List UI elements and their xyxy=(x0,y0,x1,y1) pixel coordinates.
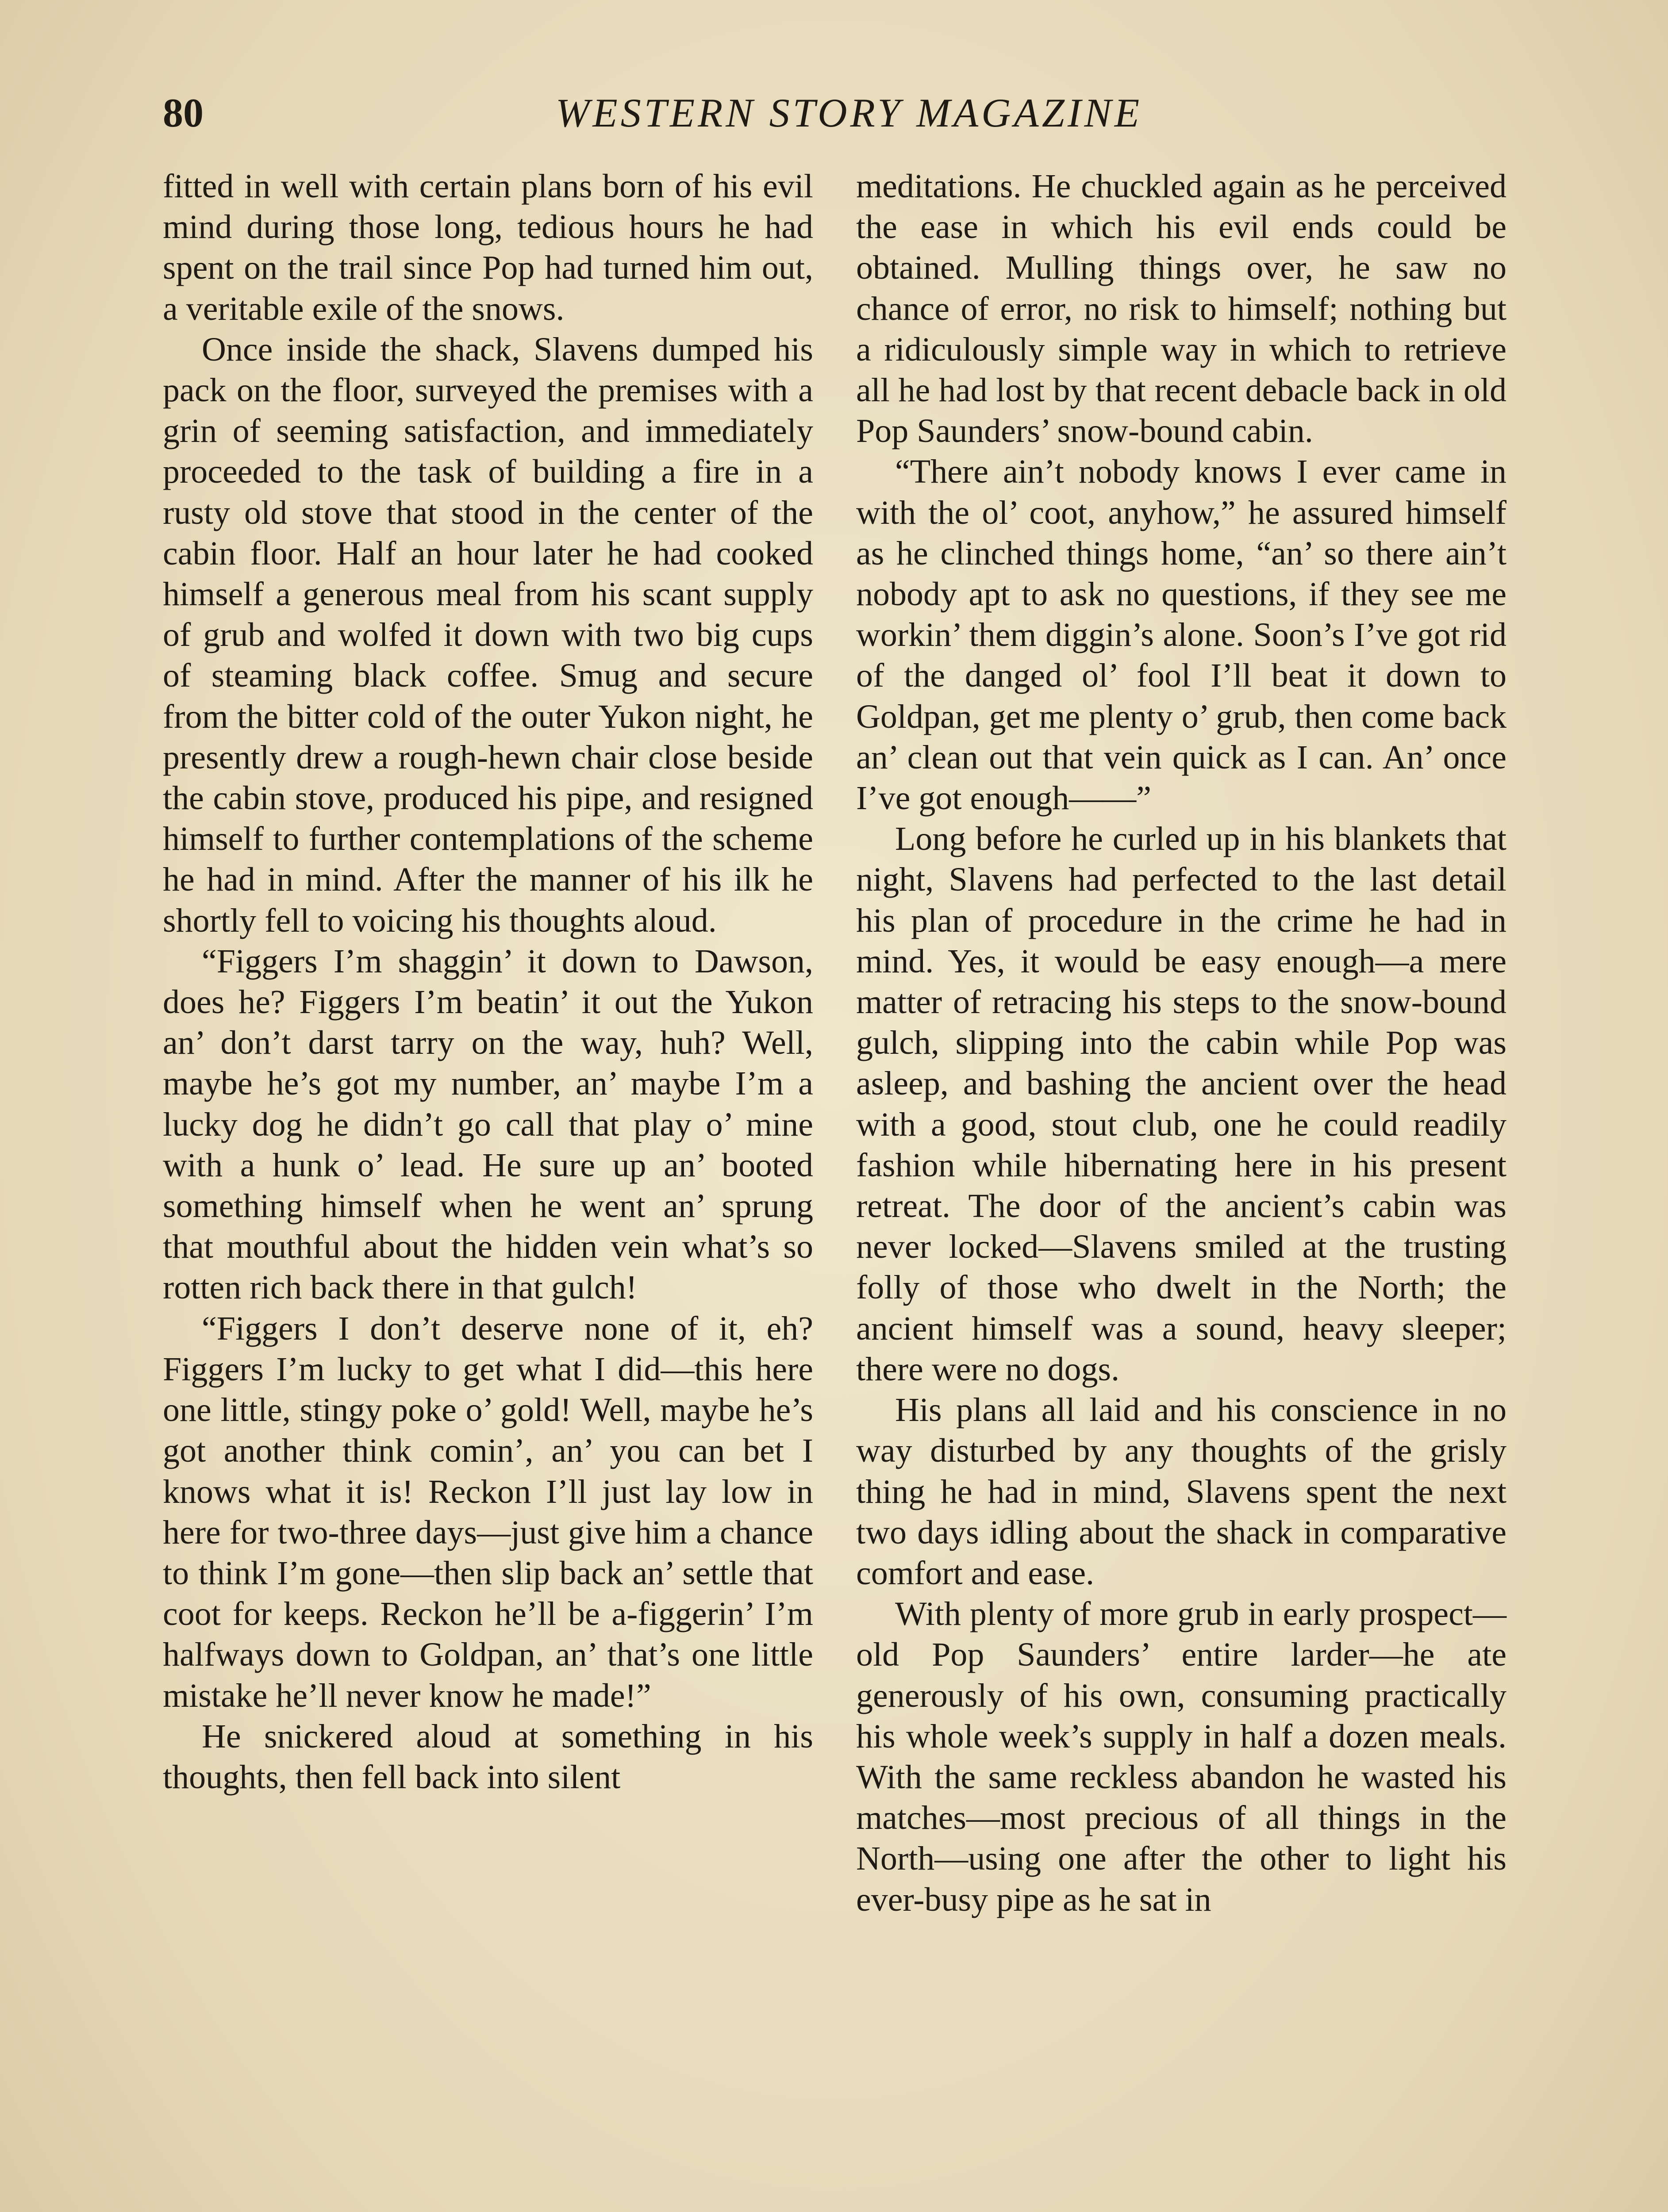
paragraph: With plenty of more grub in early prospect—old Pop Saunders’ entire larder—he ate generously of his own, consuming practically his whole week’s supply in half a dozen meals. With the same reckless abandon he wasted his matches—most precious of all things in the North—using one after the other to light his ever-busy pipe as he sat in xyxy=(856,1595,1507,1918)
running-title: WESTERN STORY MAGAZINE xyxy=(555,90,1143,135)
left-column xyxy=(163,166,813,1797)
page-header xyxy=(163,84,1504,142)
paragraph: Once inside the shack, Slavens dumped his pack on the floor, surveyed the premises with a grin of seeming satisfaction, and immediately proceeded to the task of building a fire in a rusty old stove that stood in the center of the cabin floor. Half an hour later he had cooked himself a generous meal from his scant supply of grub and wolfed it down with two big cups of steaming black coffee. Smug and secure from the bitter cold of the outer Yukon night, he presently drew a rough-hewn chair close beside the cabin stove, produced his pipe, and resigned himself to further contemplations of the scheme he had in mind. After the manner of his ilk he shortly fell to voicing his thoughts aloud. xyxy=(163,330,813,939)
paragraph: His plans all laid and his conscience in no way disturbed by any thoughts of the grisly thing he had in mind, Slavens spent the next two days idling about the shack in comparative comfort and ease. xyxy=(856,1391,1507,1592)
paragraph: Long before he curled up in his blankets that night, Slavens had perfected to the last detail his plan of procedure in the crime he had in mind. Yes, it would be easy enough—a mere matter of retracing his steps to the snow-bound gulch, slipping into the cabin while Pop was asleep, and bashing the ancient over the head with a good, stout club, one he could readily fashion while hibernating here in his present retreat. The door of the ancient’s cabin was never locked—Slavens smiled at the trusting folly of those who dwelt in the North; the ancient himself was a sound, heavy sleeper; there were no dogs. xyxy=(856,820,1507,1388)
paragraph: “Figgers I don’t deserve none of it, eh? Figgers I’m lucky to get what I did—this here one little, stingy poke o’ gold! Well, maybe he’s got another think comin’, an’ you can bet I knows what it is! Reckon I’ll just lay low in here for two-three days—just give him a chance to think I’m gone—then slip back an’ settle that coot for keeps. Reckon he’ll be a-figgerin’ I’m halfways down to Goldpan, an’ that’s one little mistake he’ll never know he made!” xyxy=(163,1310,813,1714)
paragraph: meditations. He chuckled again as he perceived the ease in which his evil ends could be obtained. Mulling things over, he saw no chance of error, no risk to himself; nothing but a ridiculously simple way in which to retrieve all he had lost by that recent debacle back in old Pop Saunders’ snow-bound cabin. xyxy=(856,168,1507,450)
paragraph: “Figgers I’m shaggin’ it down to Dawson, does he? Figgers I’m beatin’ it out the Yukon an’ don’t darst tarry on the way, huh? Well, maybe he’s got my number, an’ maybe I’m a lucky dog he didn’t go call that play o’ mine with a hunk o’ lead. He sure up an’ booted something himself when he went an’ sprung that mouthful about the hidden vein what’s so rotten rich back there in that gulch! xyxy=(163,942,813,1306)
right-column xyxy=(856,166,1507,1920)
page-number: 80 xyxy=(163,90,204,135)
paragraph: fitted in well with certain plans born of his evil mind during those long, tedious hours he had spent on the trail since Pop had turned him out, a veritable exile of the snows. xyxy=(163,168,813,327)
paragraph: “There ain’t nobody knows I ever came in with the ol’ coot, anyhow,” he assured himself as he clinched things home, “an’ so there ain’t nobody apt to ask no questions, if they see me workin’ them diggin’s alone. Soon’s I’ve got rid of the danged ol’ fool I’ll beat it down to Goldpan, get me plenty o’ grub, then come back an’ clean out that vein quick as I can. An’ once I’ve got enough——” xyxy=(856,453,1507,817)
paragraph: He snickered aloud at something in his thoughts, then fell back into silent xyxy=(163,1717,813,1796)
